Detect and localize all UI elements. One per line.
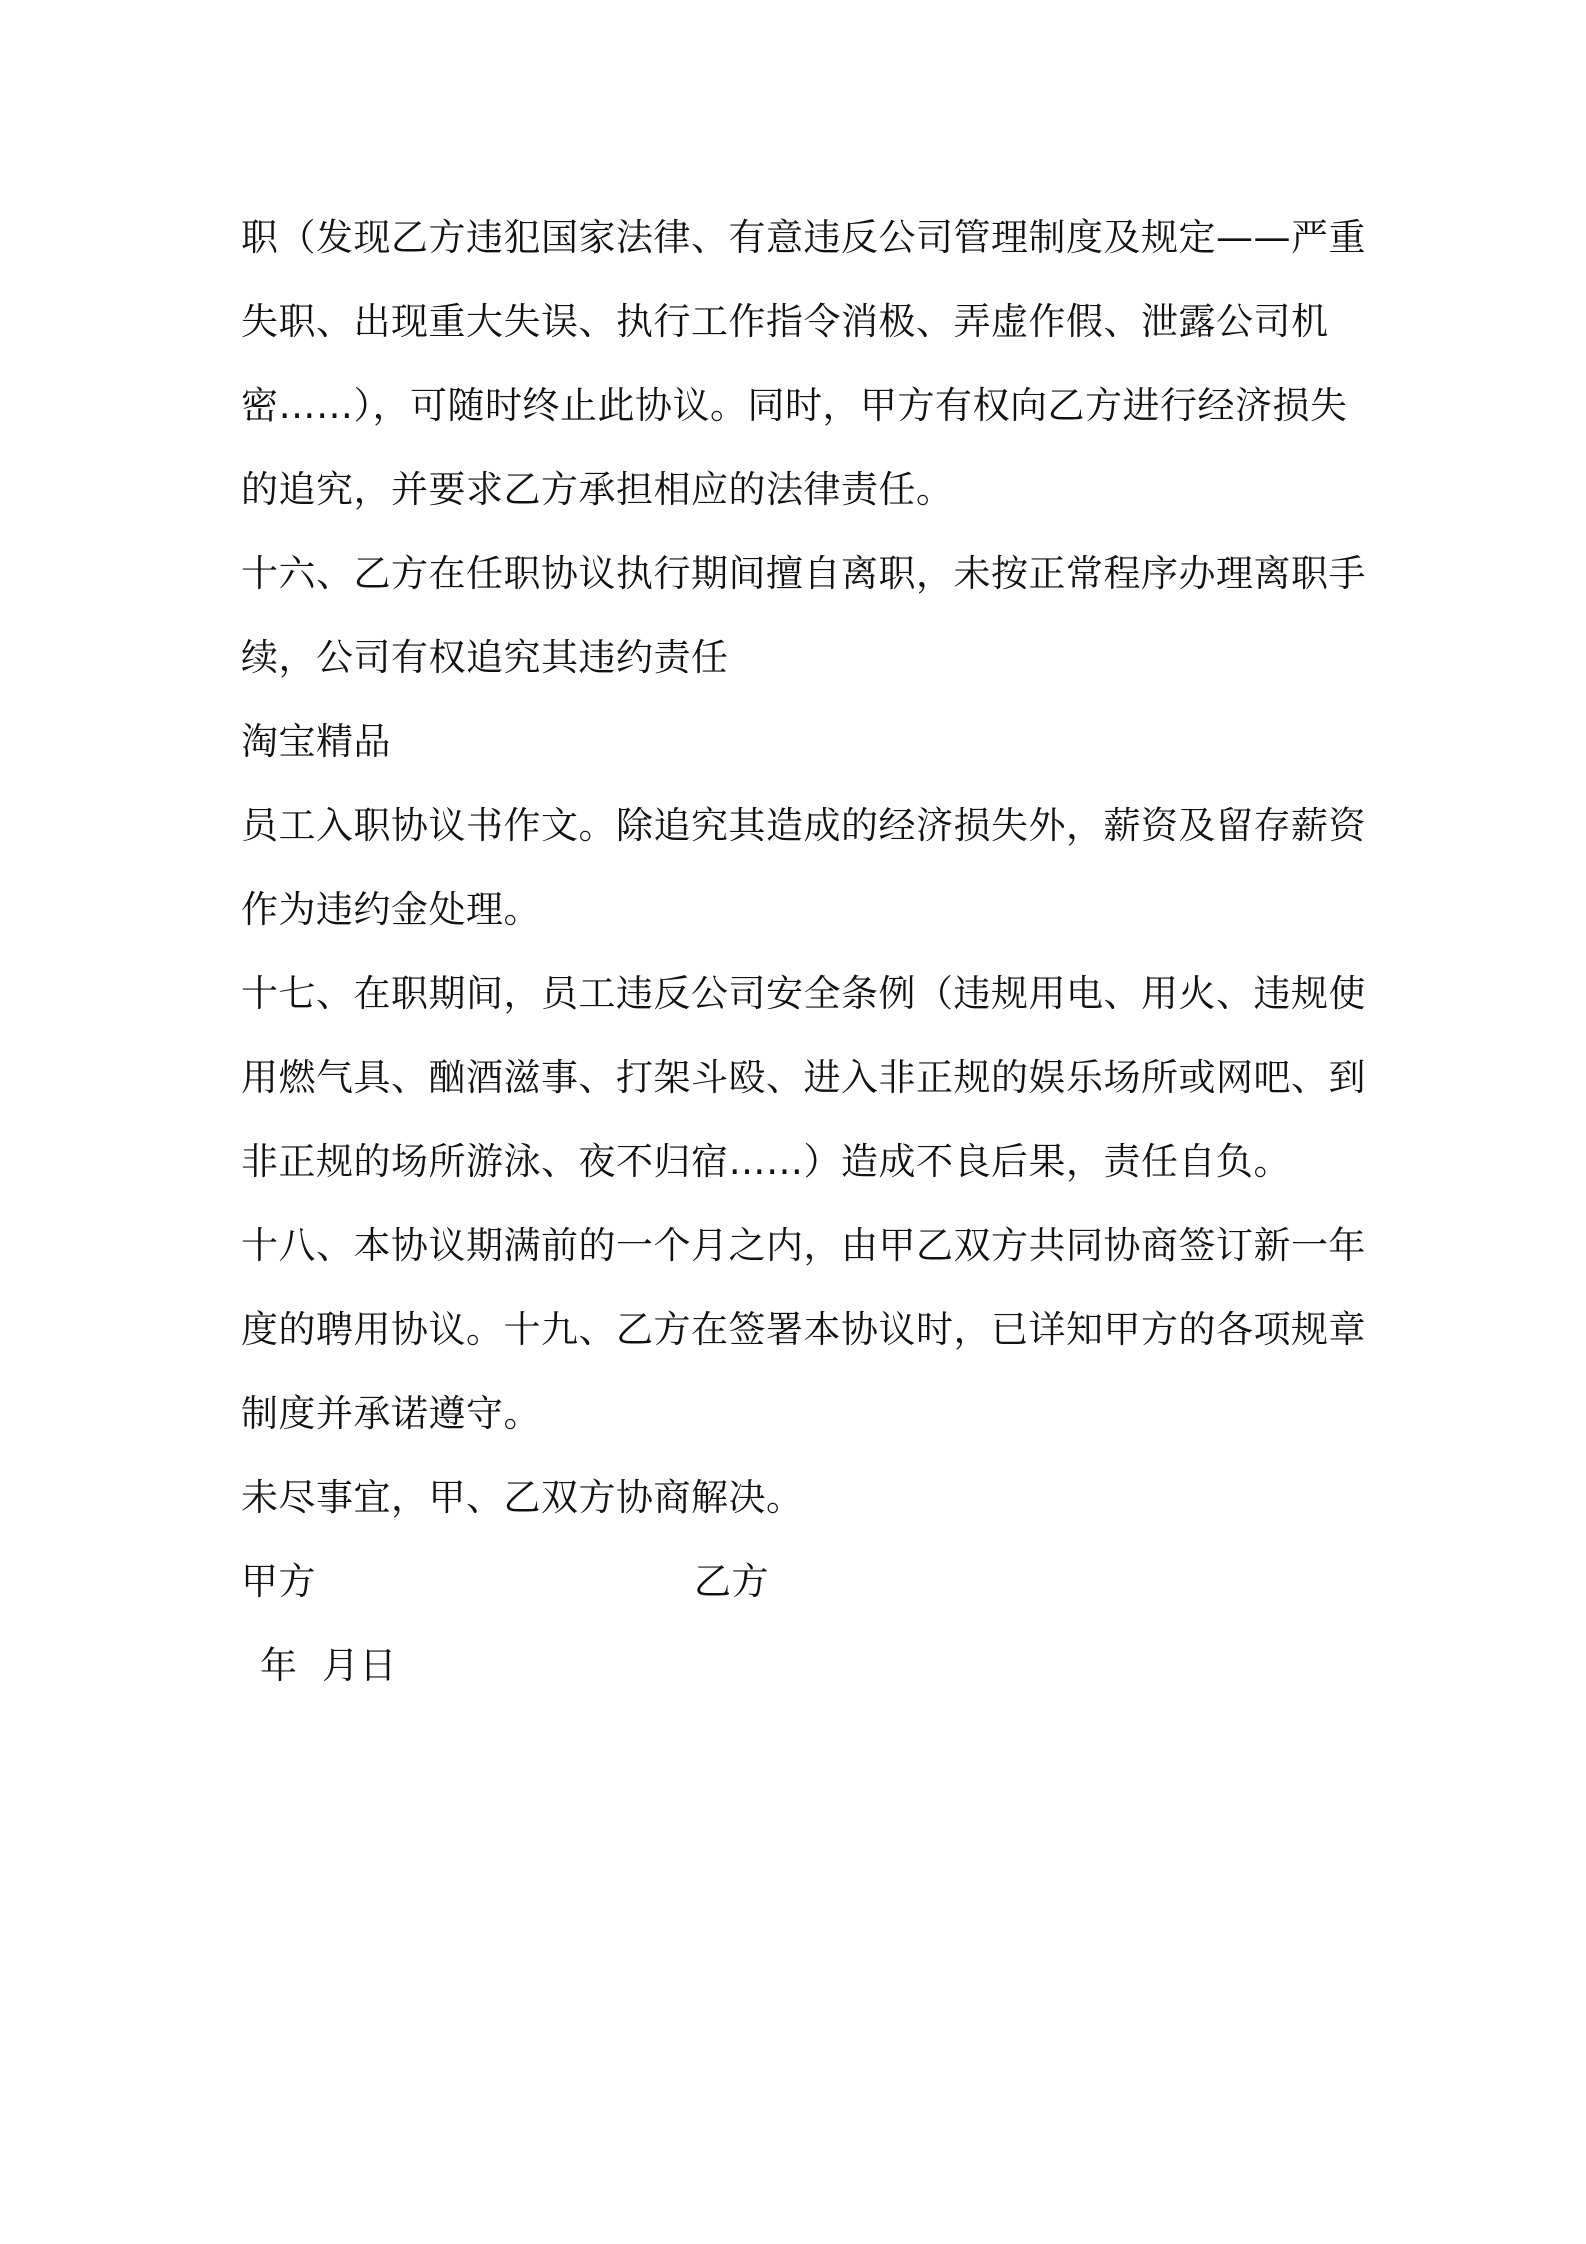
clause-17-line-2: 用燃气具、酗酒滋事、打架斗殴、进入非正规的娱乐场所或网吧、到 [241, 1056, 1366, 1099]
body-line-4: 的追究，并要求乙方承担相应的法律责任。 [241, 468, 954, 511]
clause-18-line-2: 度的聘用协议。十九、乙方在签署本协议时，已详知甲方的各项规章 [241, 1308, 1366, 1351]
clause-18-line-1: 十八、本协议期满前的一个月之内，由甲乙双方共同协商签订新一年 [241, 1224, 1366, 1267]
clause-16-line-2: 续，公司有权追究其违约责任 [241, 636, 729, 679]
party-a-label: 甲方 [241, 1560, 316, 1603]
clause-16-line-1: 十六、乙方在任职协议执行期间擅自离职，未按正常程序办理离职手 [241, 552, 1366, 595]
date-line: 年 月日 [260, 1644, 398, 1687]
body-line-9: 作为违约金处理。 [241, 888, 541, 931]
body-line-1: 职（发现乙方违犯国家法律、有意违反公司管理制度及规定——严重 [241, 216, 1366, 259]
clause-17-line-1: 十七、在职期间，员工违反公司安全条例（违规用电、用火、违规使 [241, 972, 1366, 1015]
body-line-2: 失职、出现重大失误、执行工作指令消极、弄虚作假、泄露公司机 [241, 300, 1329, 343]
closing-line: 未尽事宜，甲、乙双方协商解决。 [241, 1476, 804, 1519]
party-b-label: 乙方 [694, 1560, 769, 1603]
clause-17-line-3: 非正规的场所游泳、夜不归宿……）造成不良后果，责任自负。 [241, 1140, 1291, 1183]
inserted-text-line: 淘宝精品 [241, 720, 391, 763]
body-line-8: 员工入职协议书作文。除追究其造成的经济损失外，薪资及留存薪资 [241, 804, 1366, 847]
body-line-3: 密……），可随时终止此协议。同时，甲方有权向乙方进行经济损失 [241, 384, 1348, 427]
clause-19-line: 制度并承诺遵守。 [241, 1392, 541, 1435]
signature-row [241, 1540, 1371, 1624]
document-body [241, 196, 1371, 1708]
